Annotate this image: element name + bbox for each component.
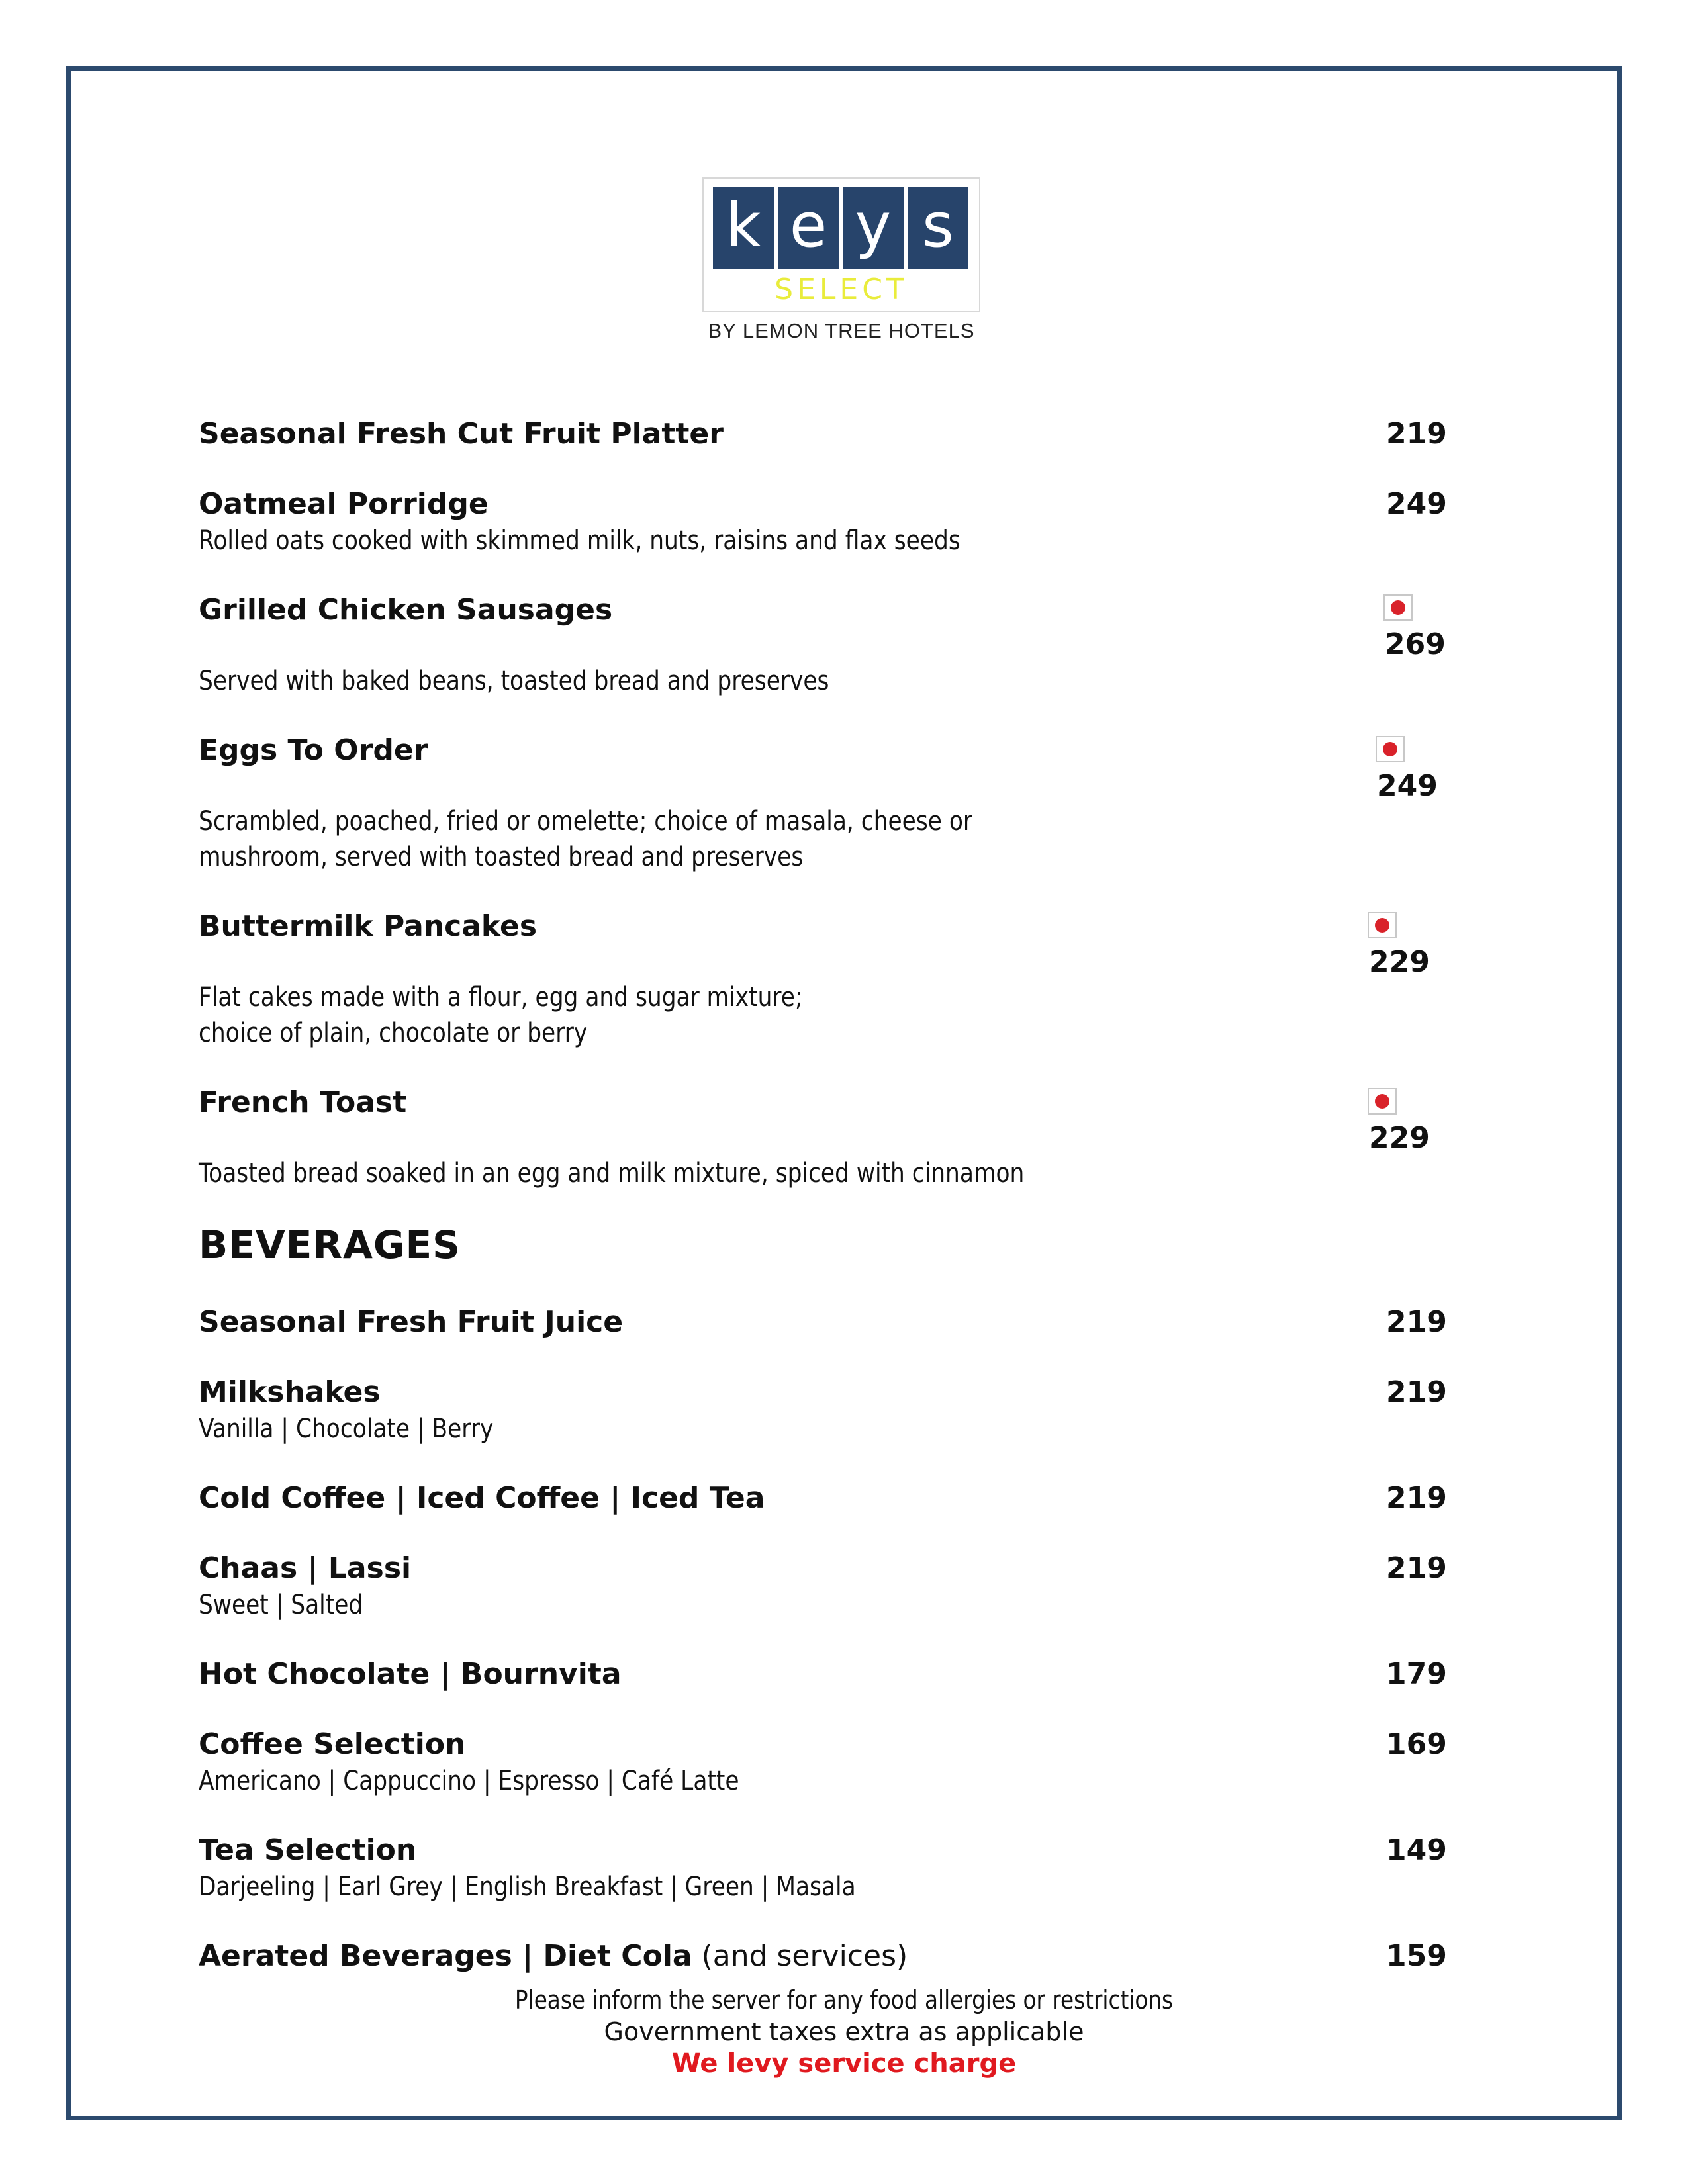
item-name: Buttermilk Pancakes bbox=[199, 909, 538, 943]
item-price: 229 bbox=[1369, 1121, 1430, 1155]
menu-item bbox=[199, 732, 1443, 875]
item-price: 249 bbox=[1386, 487, 1447, 521]
menu-item bbox=[199, 1374, 1443, 1447]
item-price: 219 bbox=[1386, 417, 1447, 451]
item-price: 269 bbox=[1385, 627, 1446, 661]
item-name: Seasonal Fresh Fruit Juice bbox=[199, 1305, 624, 1339]
item-name: Cold Coffee | Iced Coffee | Iced Tea bbox=[199, 1481, 765, 1515]
menu-item bbox=[199, 908, 1443, 1051]
item-description: mushroom, served with toasted bread and preserves bbox=[199, 842, 804, 872]
item-name: Coffee Selection bbox=[199, 1727, 466, 1761]
menu-item bbox=[199, 486, 1443, 559]
item-price: 219 bbox=[1386, 1481, 1447, 1515]
item-price: 219 bbox=[1386, 1305, 1447, 1339]
logo-letter: k bbox=[713, 187, 774, 269]
item-description: Scrambled, poached, fried or omelette; choice of masala, cheese or bbox=[199, 806, 973, 837]
item-price: 229 bbox=[1369, 945, 1430, 979]
item-name: Seasonal Fresh Cut Fruit Platter bbox=[199, 417, 724, 451]
menu-item bbox=[199, 592, 1443, 699]
item-name: French Toast bbox=[199, 1085, 407, 1119]
footer-tax-note: Government taxes extra as applicable bbox=[604, 2017, 1084, 2046]
item-name: Hot Chocolate | Bournvita bbox=[199, 1657, 622, 1691]
footer-allergy-note: Please inform the server for any food allergies or restrictions bbox=[514, 1985, 1174, 2015]
item-price: 179 bbox=[1386, 1657, 1447, 1691]
non-veg-icon bbox=[1376, 736, 1405, 762]
non-veg-icon bbox=[1368, 1088, 1397, 1115]
menu-item bbox=[199, 1480, 1443, 1517]
item-price: 149 bbox=[1386, 1833, 1447, 1867]
non-veg-icon bbox=[1368, 912, 1397, 938]
item-name: Chaas | Lassi bbox=[199, 1551, 412, 1585]
menu-item bbox=[199, 1304, 1443, 1341]
item-name-main: Aerated Beverages | Diet Cola bbox=[199, 1939, 692, 1973]
item-name bbox=[199, 1938, 1443, 1975]
menu-item bbox=[199, 1938, 1443, 1975]
item-price: 219 bbox=[1386, 1551, 1447, 1585]
item-name: Tea Selection bbox=[199, 1833, 417, 1867]
logo-box bbox=[702, 177, 980, 312]
item-description: Americano | Cappuccino | Espresso | Café Latte bbox=[199, 1766, 739, 1796]
item-name-suffix: (and services) bbox=[692, 1939, 908, 1973]
logo-letter: e bbox=[778, 187, 839, 269]
menu-item bbox=[199, 1550, 1443, 1623]
non-veg-icon bbox=[1383, 594, 1413, 621]
item-name: Grilled Chicken Sausages bbox=[199, 593, 613, 627]
item-description: Sweet | Salted bbox=[199, 1590, 363, 1620]
item-description: Darjeeling | Earl Grey | English Breakfast | Green | Masala bbox=[199, 1872, 856, 1902]
menu-item bbox=[199, 416, 1443, 453]
item-description: Flat cakes made with a flour, egg and sugar mixture; bbox=[199, 982, 803, 1013]
hotel-logo bbox=[702, 177, 980, 343]
item-name: Eggs To Order bbox=[199, 733, 428, 767]
footer bbox=[0, 1984, 1688, 2079]
item-name: Milkshakes bbox=[199, 1375, 381, 1409]
item-description: Rolled oats cooked with skimmed milk, nuts, raisins and flax seeds bbox=[199, 525, 961, 556]
item-price: 249 bbox=[1377, 769, 1438, 803]
menu-item bbox=[199, 1832, 1443, 1905]
logo-subtitle: SELECT bbox=[774, 273, 908, 306]
item-description: choice of plain, chocolate or berry bbox=[199, 1018, 588, 1048]
logo-tagline: BY LEMON TREE HOTELS bbox=[708, 319, 975, 342]
logo-letter: y bbox=[843, 187, 904, 269]
item-price: 159 bbox=[1386, 1939, 1447, 1973]
item-price: 219 bbox=[1386, 1375, 1447, 1409]
item-name: Oatmeal Porridge bbox=[199, 487, 489, 521]
item-description: Vanilla | Chocolate | Berry bbox=[199, 1414, 494, 1444]
logo-letters bbox=[713, 187, 968, 269]
item-price: 169 bbox=[1386, 1727, 1447, 1761]
footer-service-charge: We levy service charge bbox=[671, 2048, 1017, 2079]
menu-item bbox=[199, 1084, 1443, 1191]
item-description: Served with baked beans, toasted bread and preserves bbox=[199, 666, 829, 696]
logo-letter: s bbox=[908, 187, 968, 269]
menu-item bbox=[199, 1726, 1443, 1799]
section-title-beverages: BEVERAGES bbox=[199, 1222, 461, 1267]
menu-item bbox=[199, 1656, 1443, 1693]
item-description: Toasted bread soaked in an egg and milk mixture, spiced with cinnamon bbox=[199, 1158, 1025, 1189]
